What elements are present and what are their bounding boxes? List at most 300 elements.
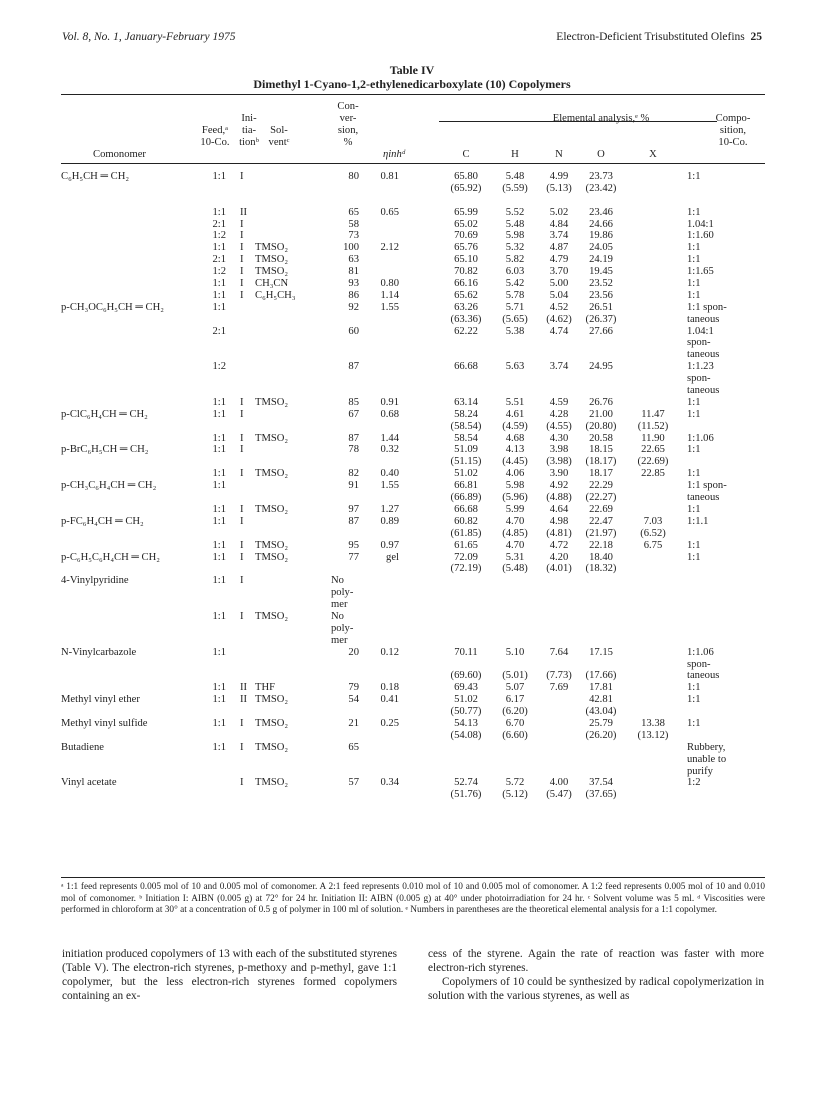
body-paragraph: Copolymers of 10 could be synthesized by radical copolymerization in solution with the various styrenes, as well as bbox=[428, 976, 764, 1003]
cell-H: 4.13 bbox=[505, 444, 525, 456]
cell-conversion: poly- bbox=[331, 587, 354, 599]
body-column-left bbox=[62, 947, 397, 1003]
cell-solvent: TMSO₂ bbox=[255, 551, 289, 563]
cell-initiation: I bbox=[240, 171, 244, 182]
cell-X: 6.75 bbox=[643, 539, 663, 551]
cell-feed: 1:1 bbox=[212, 396, 226, 408]
cell-H: 5.99 bbox=[505, 503, 525, 515]
table-row-line bbox=[61, 480, 765, 492]
cell-C: (69.60) bbox=[450, 670, 482, 682]
cell-ninh: 0.89 bbox=[380, 515, 399, 527]
cell-conversion: 21 bbox=[348, 717, 359, 729]
cell-O: 26.76 bbox=[589, 396, 613, 408]
body-paragraph: initiation produced copolymers of 13 with each of the substituted styrenes (Table V). The electron-rich styrenes, p-methoxy and p-methyl, gave 1:1 copolymer, but the less electron-rich styrenes formed copolymers containing an ex- bbox=[62, 948, 397, 1003]
cell-feed: 1:1 bbox=[212, 539, 226, 551]
table-row-line bbox=[61, 777, 765, 789]
cell-N: 3.98 bbox=[549, 444, 569, 456]
cell-H: 5.52 bbox=[505, 206, 525, 218]
cell-H: 4.70 bbox=[505, 539, 525, 551]
cell-composition: 1:1 bbox=[687, 539, 701, 551]
cell-C: 70.11 bbox=[454, 646, 478, 658]
cell-H: (4.59) bbox=[502, 420, 528, 432]
table-row-line bbox=[61, 254, 765, 266]
cell-composition: 1.04:1 bbox=[687, 325, 714, 337]
cell-O: (21.97) bbox=[585, 527, 617, 539]
cell-N: 4.98 bbox=[549, 515, 569, 527]
cell-comonomer: p-FC₆H₄CH ═ CH₂ bbox=[61, 515, 144, 527]
cell-composition: unable to bbox=[687, 753, 727, 765]
cell-O: 23.73 bbox=[589, 171, 613, 182]
cell-O: (22.27) bbox=[585, 492, 617, 504]
cell-ninh: 0.68 bbox=[380, 408, 399, 420]
table-row bbox=[61, 575, 765, 646]
cell-solvent: TMSO₂ bbox=[255, 242, 289, 254]
cell-conversion: 54 bbox=[348, 694, 359, 706]
cell-composition: 1:1 spon- bbox=[687, 480, 727, 492]
table-body bbox=[61, 162, 765, 801]
cell-solvent: TMSO₂ bbox=[255, 777, 289, 789]
col-N: N bbox=[555, 149, 563, 160]
cell-initiation: I bbox=[240, 468, 244, 480]
cell-solvent: C₆H₅CH₃ bbox=[255, 289, 296, 301]
table-row-line bbox=[61, 266, 765, 278]
cell-feed: 1:1 bbox=[212, 444, 226, 456]
cell-C: 65.99 bbox=[454, 206, 478, 218]
table-row-line bbox=[61, 242, 765, 254]
cell-ninh: 1.14 bbox=[380, 289, 399, 301]
cell-X: (13.12) bbox=[637, 729, 669, 741]
table-row-line bbox=[61, 670, 765, 682]
table-row-line bbox=[61, 207, 765, 219]
cell-X: 22.85 bbox=[641, 468, 665, 480]
cell-ninh: 0.65 bbox=[380, 206, 399, 218]
cell-C: 65.02 bbox=[454, 218, 478, 230]
cell-feed: 1:1 bbox=[212, 480, 226, 492]
cell-O: 22.69 bbox=[589, 503, 613, 515]
cell-feed: 1:2 bbox=[212, 266, 226, 278]
col-ninh: ηinhᵈ bbox=[382, 149, 406, 160]
cell-composition: 1:2 bbox=[687, 777, 701, 789]
cell-feed: 1:1 bbox=[212, 171, 226, 182]
cell-comonomer: C₆H₅CH ═ CH₂ bbox=[61, 171, 130, 182]
cell-feed: 1:1 bbox=[212, 278, 226, 290]
cell-C: 65.76 bbox=[454, 242, 478, 254]
cell-feed: 1:1 bbox=[212, 646, 226, 658]
table-row-line bbox=[61, 718, 765, 730]
cell-conversion: mer bbox=[331, 634, 348, 646]
col-conversion: Con- ver- sion, % bbox=[337, 101, 359, 148]
cell-composition: 1:1 bbox=[687, 682, 701, 694]
cell-H: 5.63 bbox=[505, 361, 525, 373]
journal-header: Vol. 8, No. 1, January-February 1975 bbox=[62, 31, 236, 43]
cell-composition: 1:1 bbox=[687, 171, 701, 182]
table-row-line bbox=[61, 444, 765, 456]
table-row-line bbox=[61, 587, 765, 599]
cell-feed: 2:1 bbox=[212, 325, 226, 337]
cell-N: 7.64 bbox=[549, 646, 569, 658]
cell-comonomer: N-Vinylcarbazole bbox=[61, 646, 137, 658]
cell-N: 5.00 bbox=[549, 278, 569, 290]
cell-conversion: 87 bbox=[348, 515, 359, 527]
cell-conversion: poly- bbox=[331, 622, 354, 634]
cell-initiation: I bbox=[240, 408, 244, 420]
cell-N: 5.02 bbox=[549, 206, 569, 218]
cell-O: 24.66 bbox=[589, 218, 613, 230]
table-row-line bbox=[61, 433, 765, 445]
table-row-line bbox=[61, 694, 765, 706]
cell-initiation: I bbox=[240, 539, 244, 551]
cell-C: (51.15) bbox=[450, 456, 482, 468]
cell-comonomer: 4-Vinylpyridine bbox=[61, 575, 129, 587]
cell-comonomer: Butadiene bbox=[61, 741, 104, 753]
cell-H: 5.72 bbox=[505, 777, 525, 789]
cell-feed: 1:1 bbox=[212, 694, 226, 706]
table-row bbox=[61, 480, 765, 516]
table-row-line bbox=[61, 528, 765, 540]
cell-C: (50.77) bbox=[450, 706, 482, 718]
cell-C: 51.02 bbox=[454, 694, 478, 706]
table-row-line bbox=[61, 789, 765, 801]
cell-composition: spon- bbox=[687, 337, 711, 349]
cell-initiation: I bbox=[240, 444, 244, 456]
cell-N: 3.74 bbox=[549, 361, 569, 373]
cell-conversion: 87 bbox=[348, 432, 359, 444]
cell-composition: 1:1 bbox=[687, 408, 701, 420]
table-row-line bbox=[61, 468, 765, 480]
table-row bbox=[61, 718, 765, 742]
table-row bbox=[61, 694, 765, 718]
table-row-line bbox=[61, 302, 765, 314]
cell-composition: 1:1 bbox=[687, 242, 701, 254]
cell-H: 6.17 bbox=[505, 694, 525, 706]
cell-initiation: I bbox=[240, 717, 244, 729]
table-row bbox=[61, 552, 765, 576]
cell-conversion: 63 bbox=[348, 254, 359, 266]
table-row-line bbox=[61, 575, 765, 587]
cell-comonomer: p-C₆H₅C₆H₄CH ═ CH₂ bbox=[61, 551, 160, 563]
cell-H: 4.06 bbox=[505, 468, 525, 480]
cell-O: 18.40 bbox=[589, 551, 613, 563]
cell-feed: 1:1 bbox=[212, 242, 226, 254]
cell-C: (61.85) bbox=[450, 527, 482, 539]
cell-C: 66.68 bbox=[454, 503, 478, 515]
cell-O: 24.05 bbox=[589, 242, 613, 254]
cell-H: 5.71 bbox=[505, 301, 525, 313]
cell-composition: 1:1 bbox=[687, 717, 701, 729]
cell-ninh: 0.81 bbox=[380, 171, 399, 182]
table-row-line bbox=[61, 742, 765, 754]
cell-solvent: THF bbox=[255, 682, 276, 694]
cell-conversion: 78 bbox=[348, 444, 359, 456]
table-row-line bbox=[61, 754, 765, 766]
cell-ninh: 2.12 bbox=[380, 242, 399, 254]
cell-H: (5.48) bbox=[502, 563, 528, 575]
col-H: H bbox=[511, 149, 519, 160]
cell-conversion: 95 bbox=[348, 539, 359, 551]
cell-N: 4.28 bbox=[549, 408, 569, 420]
cell-solvent: TMSO₂ bbox=[255, 694, 289, 706]
cell-solvent: TMSO₂ bbox=[255, 717, 289, 729]
cell-O: 27.66 bbox=[589, 325, 613, 337]
cell-feed: 1:2 bbox=[212, 230, 226, 242]
cell-O: 26.51 bbox=[589, 301, 613, 313]
table-row-line bbox=[61, 337, 765, 349]
body-column-right bbox=[428, 947, 764, 1003]
cell-N: 4.74 bbox=[549, 325, 569, 337]
cell-conversion: 20 bbox=[348, 646, 359, 658]
cell-composition: taneous bbox=[687, 313, 720, 325]
cell-conversion: 97 bbox=[348, 503, 359, 515]
cell-H: (5.59) bbox=[502, 182, 528, 194]
cell-conversion: 86 bbox=[348, 289, 359, 301]
table-row-line bbox=[61, 635, 765, 647]
table-top-rule bbox=[61, 94, 765, 95]
table-row-line bbox=[61, 373, 765, 385]
cell-feed: 2:1 bbox=[212, 254, 226, 266]
cell-initiation: I bbox=[240, 218, 244, 230]
cell-initiation: I bbox=[240, 266, 244, 278]
cell-feed: 1:1 bbox=[212, 301, 226, 313]
cell-C: (54.08) bbox=[450, 729, 482, 741]
cell-conversion: 79 bbox=[348, 682, 359, 694]
cell-C: 72.09 bbox=[454, 551, 478, 563]
cell-solvent: TMSO₂ bbox=[255, 266, 289, 278]
cell-feed: 1:1 bbox=[212, 206, 226, 218]
cell-feed: 1:1 bbox=[212, 610, 226, 622]
cell-C: 65.62 bbox=[454, 289, 478, 301]
cell-conversion: No bbox=[331, 575, 344, 587]
cell-N: 3.70 bbox=[549, 266, 569, 278]
cell-H: 5.82 bbox=[505, 254, 525, 266]
cell-N: (5.47) bbox=[546, 789, 572, 801]
cell-composition: purify bbox=[687, 765, 713, 777]
cell-C: 70.69 bbox=[454, 230, 478, 242]
cell-comonomer: Methyl vinyl ether bbox=[61, 694, 140, 706]
cell-C: 65.10 bbox=[454, 254, 478, 266]
cell-X: (6.52) bbox=[640, 527, 666, 539]
cell-O: 23.46 bbox=[589, 206, 613, 218]
cell-C: 63.14 bbox=[454, 396, 478, 408]
table-row bbox=[61, 171, 765, 302]
cell-O: (17.66) bbox=[585, 670, 617, 682]
cell-H: 4.70 bbox=[505, 515, 525, 527]
table-row-line bbox=[61, 290, 765, 302]
cell-N: 4.20 bbox=[549, 551, 569, 563]
cell-C: (51.76) bbox=[450, 789, 482, 801]
cell-conversion: 81 bbox=[348, 266, 359, 278]
table-row bbox=[61, 444, 765, 480]
cell-N: (4.01) bbox=[546, 563, 572, 575]
table-row bbox=[61, 742, 765, 778]
cell-O: 18.15 bbox=[589, 444, 613, 456]
cell-feed: 1:1 bbox=[212, 468, 226, 480]
cell-C: 69.43 bbox=[454, 682, 478, 694]
cell-H: (4.85) bbox=[502, 527, 528, 539]
cell-O: 17.81 bbox=[589, 682, 613, 694]
cell-solvent: CH₃CN bbox=[255, 278, 289, 290]
cell-composition: 1:1 bbox=[687, 551, 701, 563]
cell-solvent: TMSO₂ bbox=[255, 741, 289, 753]
cell-composition: 1:1 bbox=[687, 468, 701, 480]
table-row-line bbox=[61, 659, 765, 671]
table-title bbox=[0, 63, 824, 91]
cell-feed: 1:1 bbox=[212, 408, 226, 420]
cell-H: 5.07 bbox=[505, 682, 525, 694]
cell-N: 7.69 bbox=[549, 682, 569, 694]
cell-H: 5.31 bbox=[505, 551, 525, 563]
cell-C: 52.74 bbox=[454, 777, 478, 789]
table-row bbox=[61, 647, 765, 695]
col-composition: Compo- sition, 10-Co. bbox=[715, 113, 751, 148]
cell-conversion: 57 bbox=[348, 777, 359, 789]
cell-C: 66.16 bbox=[454, 278, 478, 290]
cell-O: 37.54 bbox=[589, 777, 613, 789]
table-row-line bbox=[61, 611, 765, 623]
cell-composition: 1:1 spon- bbox=[687, 301, 727, 313]
cell-H: 6.70 bbox=[505, 717, 525, 729]
cell-composition: taneous bbox=[687, 349, 720, 361]
cell-conversion: 65 bbox=[348, 206, 359, 218]
table-row-line bbox=[61, 563, 765, 575]
table-row bbox=[61, 302, 765, 409]
col-initiation: Ini- tia- tionᵇ bbox=[239, 113, 259, 148]
table-row bbox=[61, 516, 765, 552]
table-row-line bbox=[61, 682, 765, 694]
cell-ninh: 0.32 bbox=[380, 444, 399, 456]
cell-C: 58.54 bbox=[454, 432, 478, 444]
cell-ninh: 0.25 bbox=[380, 717, 399, 729]
cell-X: 11.47 bbox=[641, 408, 665, 420]
cell-feed: 1:1 bbox=[212, 575, 226, 587]
col-solvent: Sol- ventᶜ bbox=[268, 125, 290, 148]
table-row-line bbox=[61, 599, 765, 611]
cell-N: 4.84 bbox=[549, 218, 569, 230]
col-elemental: Elemental analysis,ᵉ % bbox=[552, 113, 650, 124]
cell-initiation: II bbox=[240, 206, 248, 218]
table-row-line bbox=[61, 706, 765, 718]
table-row-line bbox=[61, 647, 765, 659]
cell-O: (37.65) bbox=[585, 789, 617, 801]
cell-initiation: I bbox=[240, 610, 244, 622]
table-bottom-rule bbox=[61, 877, 765, 878]
cell-H: 5.98 bbox=[505, 230, 525, 242]
cell-N: 4.79 bbox=[549, 254, 569, 266]
cell-H: (6.60) bbox=[502, 729, 528, 741]
cell-composition: 1:1 bbox=[687, 444, 701, 456]
cell-C: 66.68 bbox=[454, 361, 478, 373]
cell-H: 5.32 bbox=[505, 242, 525, 254]
cell-C: (66.89) bbox=[450, 492, 482, 504]
cell-solvent: TMSO₂ bbox=[255, 539, 289, 551]
cell-N: (3.98) bbox=[546, 456, 572, 468]
cell-feed: 1:1 bbox=[212, 515, 226, 527]
cell-composition: 1:1 bbox=[687, 694, 701, 706]
cell-ninh: 0.12 bbox=[380, 646, 399, 658]
cell-O: (26.37) bbox=[585, 313, 617, 325]
cell-composition: 1:1 bbox=[687, 396, 701, 408]
cell-O: 19.45 bbox=[589, 266, 613, 278]
col-X: X bbox=[649, 149, 657, 160]
copolymer-table bbox=[61, 101, 765, 801]
cell-conversion: No bbox=[331, 610, 344, 622]
cell-N: 4.52 bbox=[549, 301, 569, 313]
cell-conversion: 60 bbox=[348, 325, 359, 337]
cell-initiation: I bbox=[240, 432, 244, 444]
cell-X: (11.52) bbox=[637, 420, 669, 432]
cell-feed: 1:2 bbox=[212, 361, 226, 373]
cell-composition: 1:1 bbox=[687, 278, 701, 290]
cell-O: 22.29 bbox=[589, 480, 613, 492]
cell-composition: 1:1 bbox=[687, 289, 701, 301]
cell-conversion: 58 bbox=[348, 218, 359, 230]
cell-solvent: TMSO₂ bbox=[255, 468, 289, 480]
cell-O: (18.32) bbox=[585, 563, 617, 575]
cell-solvent: TMSO₂ bbox=[255, 503, 289, 515]
table-row-line bbox=[61, 456, 765, 468]
cell-H: (5.96) bbox=[502, 492, 528, 504]
cell-composition: taneous bbox=[687, 670, 720, 682]
table-row-line bbox=[61, 326, 765, 338]
cell-initiation: I bbox=[240, 777, 244, 789]
cell-initiation: I bbox=[240, 575, 244, 587]
cell-H: 5.98 bbox=[505, 480, 525, 492]
cell-initiation: I bbox=[240, 741, 244, 753]
table-row-line bbox=[61, 171, 765, 183]
cell-ninh: 0.18 bbox=[380, 682, 399, 694]
cell-N: (4.55) bbox=[546, 420, 572, 432]
cell-conversion: mer bbox=[331, 599, 348, 611]
cell-N: 4.72 bbox=[549, 539, 569, 551]
table-row-line bbox=[61, 540, 765, 552]
cell-composition: 1:1.1 bbox=[687, 515, 709, 527]
cell-ninh: 0.41 bbox=[380, 694, 399, 706]
cell-H: 4.68 bbox=[505, 432, 525, 444]
cell-composition: taneous bbox=[687, 385, 720, 397]
cell-composition: 1:1 bbox=[687, 503, 701, 515]
cell-C: 61.65 bbox=[454, 539, 478, 551]
cell-composition: 1:1.23 bbox=[687, 361, 714, 373]
cell-feed: 1:1 bbox=[212, 741, 226, 753]
cell-N: 3.90 bbox=[549, 468, 569, 480]
cell-conversion: 91 bbox=[348, 480, 359, 492]
cell-N: (4.88) bbox=[546, 492, 572, 504]
cell-O: (26.20) bbox=[585, 729, 617, 741]
cell-O: (23.42) bbox=[585, 182, 617, 194]
table-row-line bbox=[61, 349, 765, 361]
running-title bbox=[556, 31, 762, 43]
cell-N: (5.13) bbox=[546, 182, 572, 194]
cell-composition: spon- bbox=[687, 658, 711, 670]
cell-H: 5.48 bbox=[505, 171, 525, 182]
cell-solvent: TMSO₂ bbox=[255, 254, 289, 266]
cell-O: (43.04) bbox=[585, 706, 617, 718]
cell-conversion: 92 bbox=[348, 301, 359, 313]
cell-ninh: 0.80 bbox=[380, 278, 399, 290]
cell-initiation: I bbox=[240, 278, 244, 290]
cell-conversion: 77 bbox=[348, 551, 359, 563]
running-title-text: Electron-Deficient Trisubstituted Olefins bbox=[556, 31, 745, 43]
cell-ninh: 1.55 bbox=[380, 480, 399, 492]
cell-conversion: 67 bbox=[348, 408, 359, 420]
cell-C: 65.80 bbox=[454, 171, 478, 182]
cell-comonomer: Vinyl acetate bbox=[61, 777, 117, 789]
col-O: O bbox=[597, 149, 605, 160]
table-row-line bbox=[61, 409, 765, 421]
table-row-line bbox=[61, 766, 765, 778]
cell-ninh: 0.97 bbox=[380, 539, 399, 551]
cell-solvent: TMSO₂ bbox=[255, 610, 289, 622]
cell-C: 58.24 bbox=[454, 408, 478, 420]
